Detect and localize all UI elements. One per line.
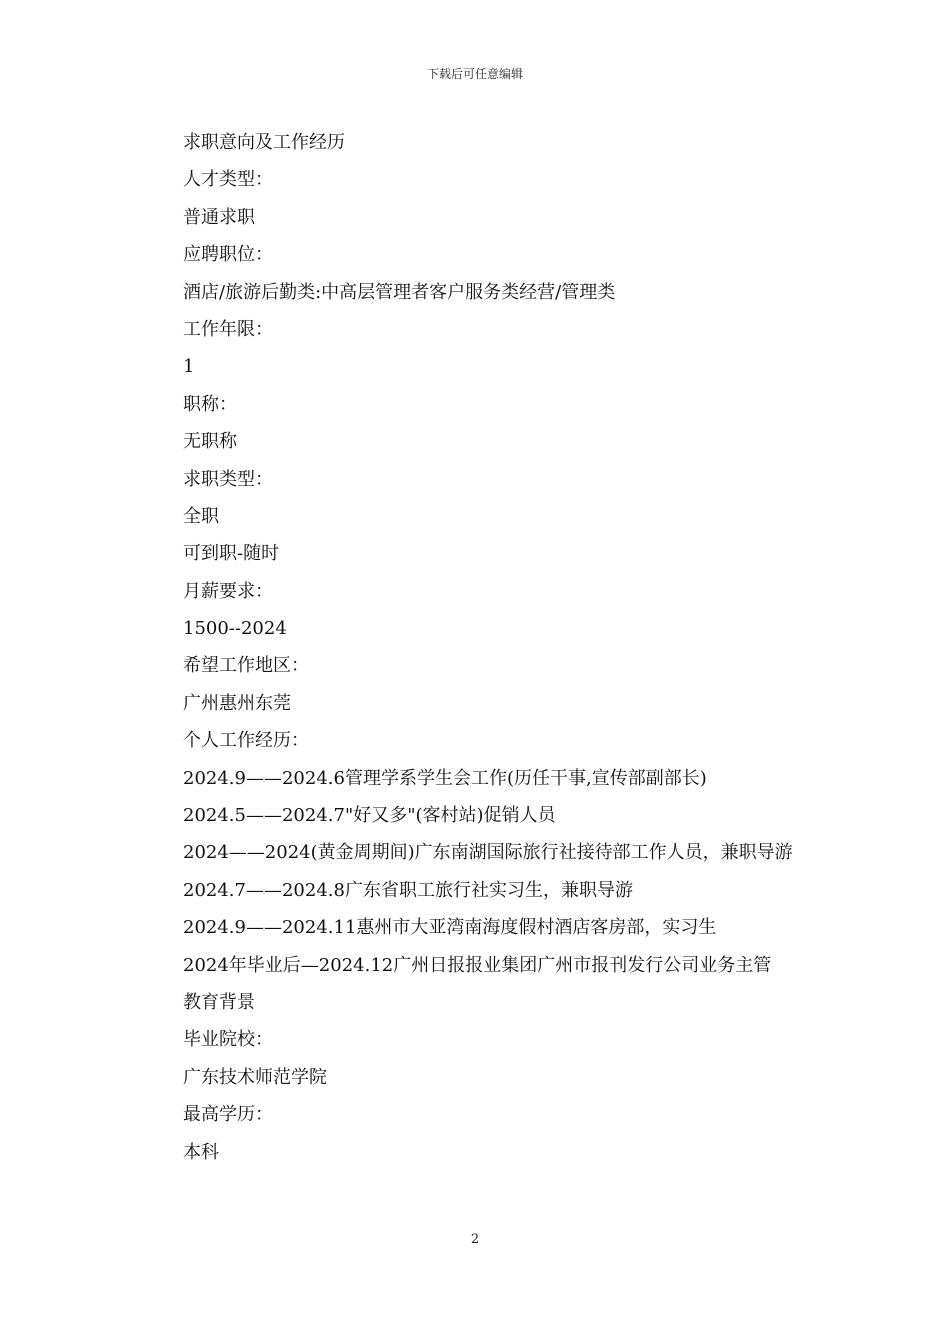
value-position: 酒店/旅游后勤类:中高层管理者客户服务类经营/管理类 (183, 281, 616, 303)
work-history-item: 2024.9——2024.11惠州市大亚湾南海度假村酒店客房部，实习生 (183, 917, 717, 939)
label-title: 职称： (183, 393, 237, 415)
value-work-years: 1 (183, 356, 195, 378)
label-position: 应聘职位： (183, 244, 273, 266)
document-body (145, 124, 810, 1171)
label-salary: 月薪要求： (183, 580, 273, 602)
value-availability: 可到职-随时 (183, 543, 280, 565)
work-history-item: 2024.9——2024.6管理学系学生会工作(历任干事,宣传部副部长) (183, 767, 707, 789)
work-history-item: 2024.5——2024.7"好又多"(客村站)促销人员 (183, 805, 556, 827)
value-degree: 本科 (183, 1141, 219, 1163)
page-header: 下载后可任意编辑 (426, 67, 523, 81)
section-title-job-intention: 求职意向及工作经历 (183, 132, 345, 153)
value-title: 无职称 (183, 431, 237, 453)
value-job-type: 全职 (183, 505, 219, 527)
label-job-type: 求职类型： (183, 468, 273, 490)
work-history-item: 2024年毕业后—2024.12广州日报报业集团广州市报刊发行公司业务主管 (183, 954, 772, 976)
value-talent-type: 普通求职 (183, 206, 255, 228)
label-school: 毕业院校： (183, 1029, 273, 1051)
value-work-region: 广州惠州东莞 (183, 692, 291, 714)
label-degree: 最高学历： (183, 1104, 273, 1126)
value-school: 广东技术师范学院 (183, 1066, 327, 1088)
label-talent-type: 人才类型： (183, 169, 273, 191)
label-work-years: 工作年限： (183, 318, 273, 340)
value-salary: 1500--2024 (183, 618, 287, 640)
work-history-item-wrapped: 2024——2024(黄金周期间)广东南湖国际旅行社接待部工作人员，兼职导游 (183, 842, 793, 864)
section-title-education: 教育背景 (183, 992, 255, 1013)
label-work-history: 个人工作经历： (183, 730, 309, 752)
page-number: 2 (470, 1232, 480, 1247)
work-history-item: 2024.7——2024.8广东省职工旅行社实习生，兼职导游 (183, 879, 633, 901)
label-work-region: 希望工作地区： (183, 655, 309, 677)
